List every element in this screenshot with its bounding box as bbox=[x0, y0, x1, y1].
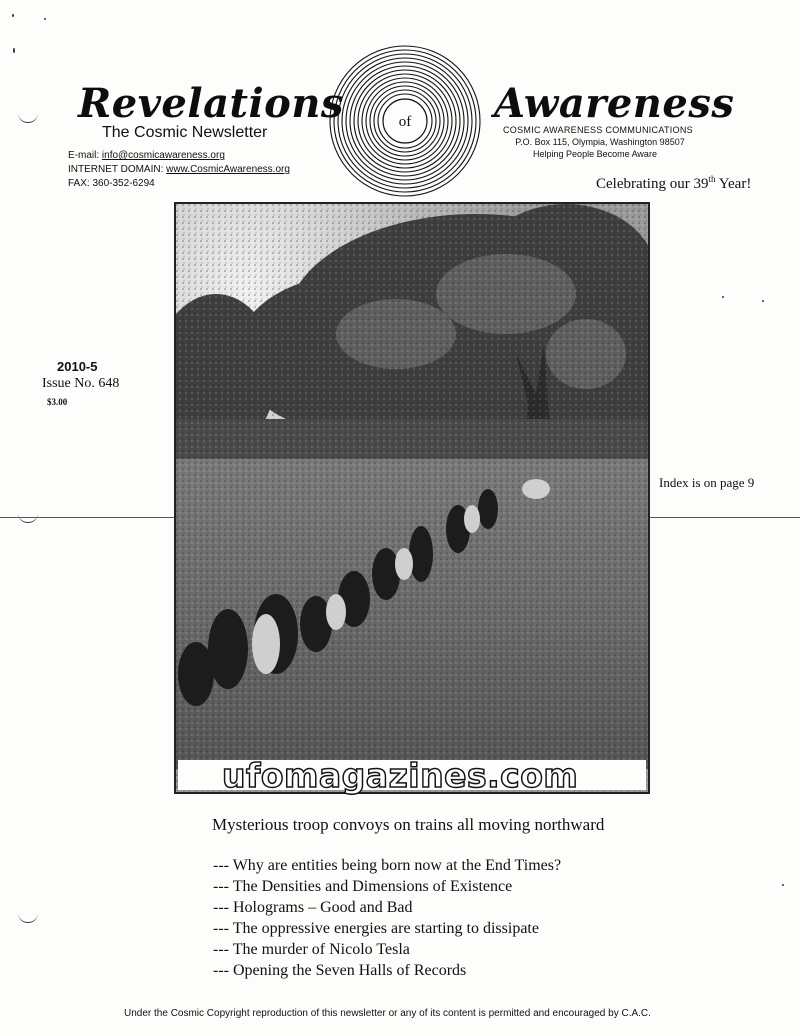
contact-domain-line bbox=[68, 164, 290, 175]
domain-label: INTERNET DOMAIN: bbox=[68, 164, 164, 175]
issue-price: $3.00 bbox=[47, 397, 68, 407]
scan-speck bbox=[44, 18, 46, 20]
topic-item: --- The oppressive energies are starting to dissipate bbox=[213, 920, 539, 937]
scan-speck bbox=[12, 14, 14, 17]
scan-speck bbox=[13, 48, 15, 53]
anniversary-rest: Year! bbox=[715, 176, 752, 192]
anniversary-suffix: th bbox=[708, 174, 716, 184]
topic-item: --- Opening the Seven Halls of Records bbox=[213, 962, 467, 979]
copyright-notice: Under the Cosmic Copyright reproduction of this newsletter or any of its content is permitted and encouraged by C.A.C. bbox=[124, 1008, 651, 1019]
topic-item: --- The Densities and Dimensions of Existence bbox=[213, 878, 513, 895]
cover-photo-illustration bbox=[176, 204, 648, 792]
cover-headline: Mysterious troop convoys on trains all moving northward bbox=[212, 815, 605, 834]
cover-photo bbox=[174, 202, 650, 794]
index-note: Index is on page 9 bbox=[659, 475, 755, 490]
binder-hole-mark bbox=[18, 112, 38, 123]
contact-email-line bbox=[68, 150, 225, 161]
masthead-title-left: Revelations bbox=[78, 80, 344, 127]
binder-hole-mark bbox=[18, 912, 38, 923]
issue-year: 2010-5 bbox=[57, 359, 98, 374]
scan-speck bbox=[782, 884, 784, 886]
scan-speck bbox=[762, 300, 764, 302]
organization-slogan: Helping People Become Aware bbox=[533, 149, 657, 159]
concentric-circles-logo bbox=[328, 44, 482, 198]
watermark-text: ufomagazines.com bbox=[222, 756, 579, 795]
organization-address: P.O. Box 115, Olympia, Washington 98507 bbox=[515, 137, 685, 147]
website-link[interactable]: www.CosmicAwareness.org bbox=[166, 164, 290, 175]
topic-item: --- Why are entities being born now at the End Times? bbox=[213, 857, 562, 874]
topic-item: --- The murder of Nicolo Tesla bbox=[213, 941, 410, 958]
anniversary-prefix: Celebrating our 39 bbox=[596, 176, 709, 192]
scan-speck bbox=[722, 296, 724, 298]
contact-fax: FAX: 360-352-6294 bbox=[68, 178, 155, 189]
newsletter-subtitle: The Cosmic Newsletter bbox=[102, 124, 268, 141]
organization-name: COSMIC AWARENESS COMMUNICATIONS bbox=[503, 125, 693, 135]
issue-number: Issue No. 648 bbox=[42, 376, 120, 391]
masthead-title-center: of bbox=[398, 114, 412, 130]
anniversary-note bbox=[596, 174, 751, 193]
masthead-title-right: Awareness bbox=[494, 80, 735, 127]
topic-item: --- Holograms – Good and Bad bbox=[213, 899, 413, 916]
topic-list bbox=[213, 855, 561, 981]
email-link[interactable]: info@cosmicawareness.org bbox=[101, 150, 225, 161]
email-label: E-mail: bbox=[68, 150, 100, 161]
